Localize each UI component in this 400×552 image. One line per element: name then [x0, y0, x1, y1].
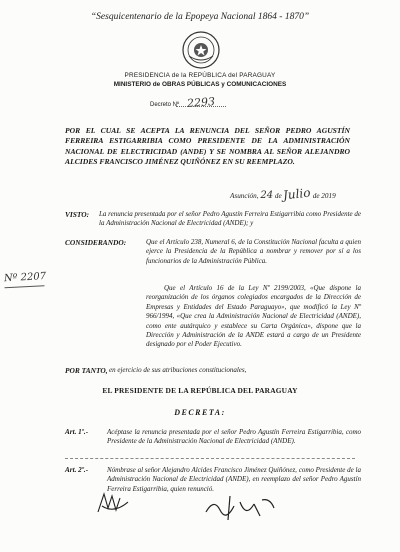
article-2-label: Art. 2º.- — [65, 466, 89, 474]
visto-text: La renuncia presentada por el señor Pedro Agustín Ferreira Estigarribia como Presidente de la Administración Nacional de Electricidad (ANDE); y — [99, 210, 361, 228]
article-2-text: Nómbrase al señor Alejandro Alcides Francisco Jiménez Quiñónez, como Presidente de la Administración Nacional de Electricidad (ANDE), en reemplazo del señor Pedro Agustín Ferreira Estigarribia, quien renunció. — [107, 466, 361, 493]
president-heading: EL PRESIDENTE DE LA REPÚBLICA DEL PARAGUAY — [102, 386, 298, 395]
date-de-1: de — [274, 192, 282, 200]
decree-label: Decreto Nº — [150, 102, 180, 108]
margin-handwritten-number: Nº 2207 — [4, 271, 55, 285]
date-line — [230, 187, 380, 201]
decree-title: POR EL CUAL SE ACEPTA LA RENUNCIA DEL SEÑOR PEDRO AGUSTÍN FERREIRA ESTIGARRIBIA COMO PRESIDENTE DE LA ADMINISTRACIÓN NACIONAL DE ELECTRICIDAD (ANDE) Y SE NOMBRA AL SEÑOR ALEJANDRO ALCIDES FRANCISCO JIMÉNEZ QUIÑÓNEZ EN SU REEMPLAZO. — [65, 126, 350, 167]
signature-right — [200, 492, 280, 524]
article-1-text: Acéptase la renuncia presentada por el señor Pedro Agustín Ferreira Estigarribia, como Presidente de la Administración Nacional de Electricidad (ANDE). — [107, 428, 361, 446]
visto-label: VISTO: — [65, 210, 90, 219]
decreta-heading: DECRETA: — [174, 408, 226, 417]
national-seal-icon — [181, 30, 221, 70]
header-motto: “Sesquicentenario de la Epopeya Nacional 1864 - 1870” — [90, 12, 310, 22]
article-1-label: Art. 1º.- — [65, 428, 89, 436]
signature-left — [94, 488, 134, 518]
considerando-paragraph-2: Que el Artículo 16 de la Ley Nº 2199/2003, «Que dispone la reorganización de los órganos colegiados encargados de la Dirección de Empresas y Entidades del Estado Paraguayo», que modificó la Ley Nº 966/1994, «Que crea la Administración Nacional de Electricidad (ANDE), como ente autárquico y establece su Carta Orgánica», dispone que la Dirección y Administración de la ANDE estará a cargo de un Presidente designado por el Poder Ejecutivo. — [146, 284, 361, 349]
date-month-handwritten: Julio — [282, 185, 312, 203]
article-separator — [65, 458, 355, 459]
date-city: Asunción, — [230, 192, 259, 200]
date-day-handwritten: 24 — [260, 190, 274, 201]
por-tanto-label: POR TANTO, — [65, 366, 108, 375]
ministry-line: MINISTERIO de OBRAS PÚBLICAS y COMUNICACIONES — [113, 81, 287, 88]
date-year: de 2019 — [312, 192, 336, 200]
considerando-paragraph-1: Que el Artículo 238, Numeral 6, de la Constitución Nacional faculta a quien ejerce la Presidencia de la República a nombrar y remover por sí a los funcionarios de la Administración Pública. — [146, 238, 361, 265]
por-tanto-text: en ejercicio de sus atribuciones constitucionales, — [109, 366, 247, 374]
presidency-line: PRESIDENCIA de la REPÚBLICA del PARAGUAY — [124, 72, 276, 79]
decree-number-line — [150, 96, 250, 109]
decree-number-handwritten: 2293 — [186, 95, 216, 110]
considerando-label: CONSIDERANDO: — [65, 238, 127, 247]
decree-number-underline — [176, 106, 226, 107]
